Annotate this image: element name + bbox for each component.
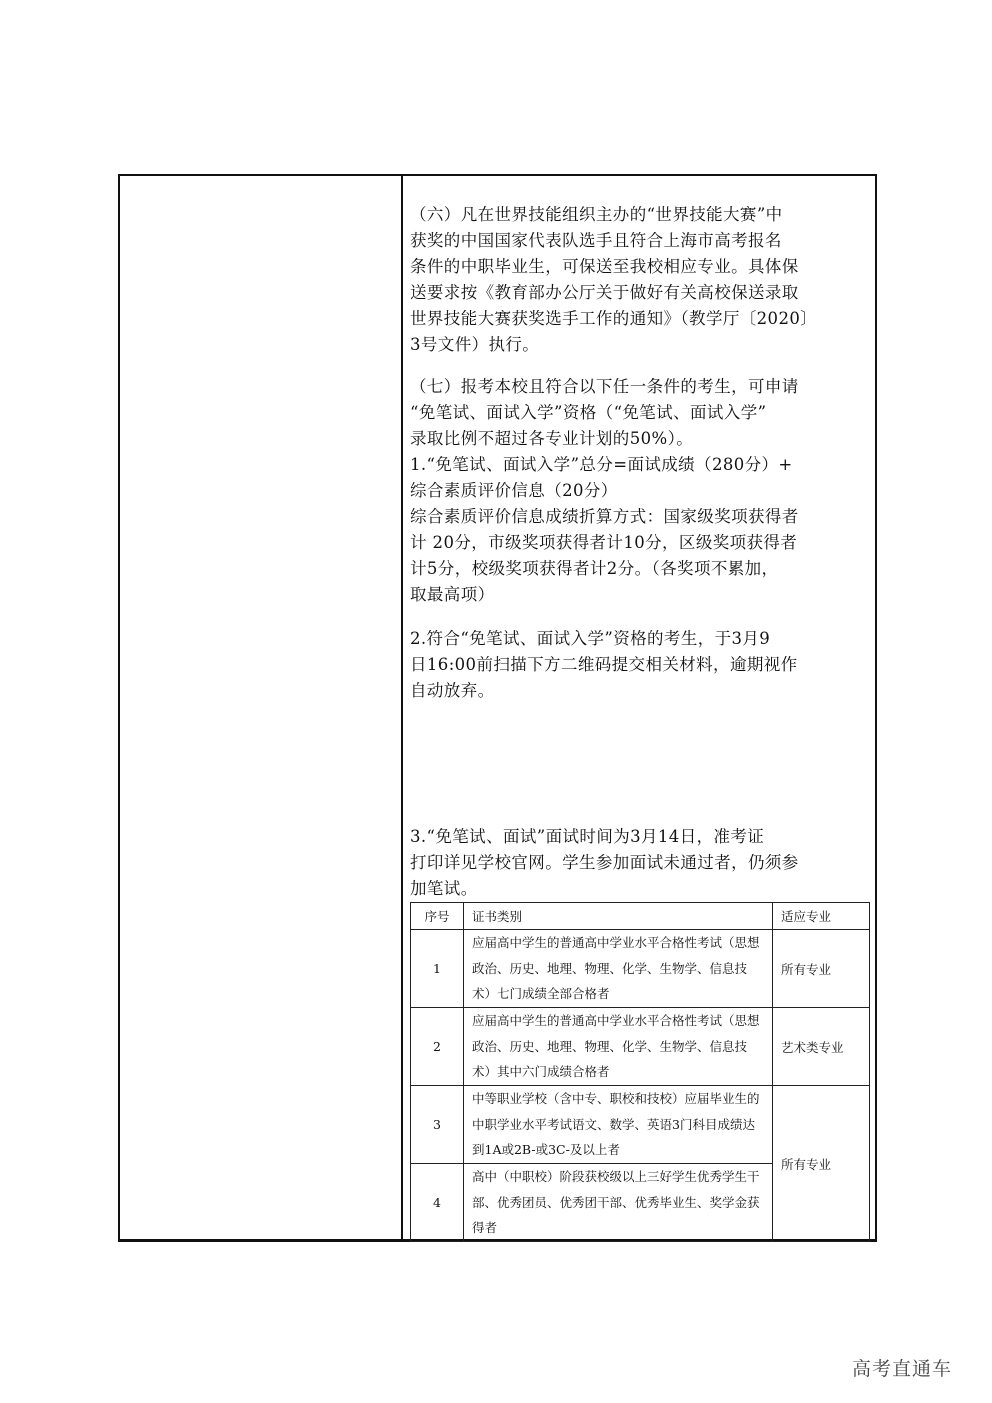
item-3-paragraph: 3.“免笔试、面试”面试时间为3月14日，准考证 打印详见学校官网。学生参加面试未通过者，仍须参 加笔试。 <box>410 827 799 898</box>
section-7-paragraph: （七）报考本校且符合以下任一条件的考生，可申请 “免笔试、面试入学”资格（“免笔试、面试入学” 录取比例不超过各专业计划的50%）。 1.“免笔试、面试入学”总分=面试成绩（280分）+ 综合素质评价信息（20分） 综合素质评价信息成绩折算方式：国家级奖项获得者 计 20分，市级奖项获得者计10分，区级奖项获得者 计5分，校级奖项获得者计2分。（各奖项不累加， 取最高项） <box>410 377 799 604</box>
row-major-merged: 所有专业 <box>773 1086 870 1242</box>
row-no: 2 <box>411 1008 464 1086</box>
row-no: 3 <box>411 1086 464 1164</box>
row-category: 高中（中职校）阶段获校级以上三好学生优秀学生干部、优秀团员、优秀团干部、优秀毕业生、奖学金获得者 <box>464 1164 773 1242</box>
table-row <box>411 930 870 1008</box>
certificate-table <box>410 902 870 1242</box>
row-major: 所有专业 <box>773 930 870 1008</box>
left-empty-cell <box>120 176 401 1239</box>
column-divider <box>401 176 403 1239</box>
watermark: 高考直通车 <box>852 1358 953 1380</box>
header-category: 证书类别 <box>464 903 773 930</box>
row-no: 1 <box>411 930 464 1008</box>
table-header-row <box>411 903 870 930</box>
header-major: 适应专业 <box>773 903 870 930</box>
row-category: 中等职业学校（含中专、职校和技校）应届毕业生的中职学业水平考试语文、数学、英语3门科目成绩达到1A或2B-或3C-及以上者 <box>464 1086 773 1164</box>
section-6-paragraph: （六）凡在世界技能组织主办的“世界技能大赛”中 获奖的中国国家代表队选手且符合上海市高考报名 条件的中职毕业生，可保送至我校相应专业。具体保 送要求按《教育部办公厅关于做好有关高校保送录取 世界技能大赛获奖选手工作的通知》（教学厅〔2020〕 3号文件）执行。 <box>410 205 818 354</box>
row-major: 艺术类专业 <box>773 1008 870 1086</box>
item-2-paragraph: 2.符合“免笔试、面试入学”资格的考生，于3月9 日16:00前扫描下方二维码提交相关材料，逾期视作 自动放弃。 <box>410 629 798 700</box>
table-row <box>411 1086 870 1164</box>
row-no: 4 <box>411 1164 464 1242</box>
row-category: 应届高中学生的普通高中学业水平合格性考试（思想政治、历史、地理、物理、化学、生物学、信息技术）七门成绩全部合格者 <box>464 930 773 1008</box>
header-no: 序号 <box>411 903 464 930</box>
row-category: 应届高中学生的普通高中学业水平合格性考试（思想政治、历史、地理、物理、化学、生物学、信息技术）其中六门成绩合格者 <box>464 1008 773 1086</box>
table-row <box>411 1008 870 1086</box>
